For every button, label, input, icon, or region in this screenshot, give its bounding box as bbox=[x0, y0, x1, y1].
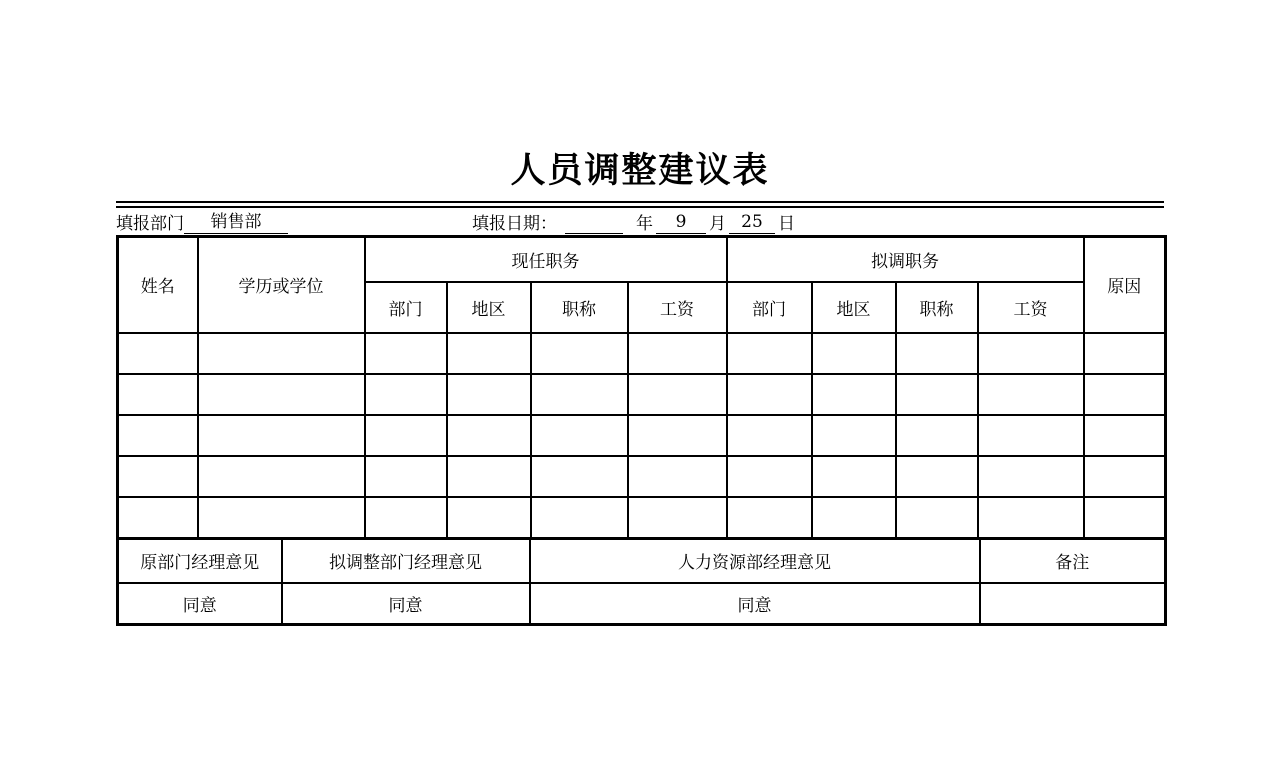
title-divider bbox=[116, 201, 1164, 208]
empty-cell[interactable] bbox=[118, 374, 198, 415]
empty-cell[interactable] bbox=[531, 374, 628, 415]
empty-cell[interactable] bbox=[531, 456, 628, 497]
page-title: 人员调整建议表 bbox=[510, 150, 770, 191]
empty-cell[interactable] bbox=[1084, 497, 1166, 538]
empty-cell[interactable] bbox=[1084, 415, 1166, 456]
footer-label-original-dept-manager: 原部门经理意见 bbox=[118, 540, 282, 583]
header-current-dept: 部门 bbox=[365, 282, 447, 333]
table-row bbox=[118, 415, 1166, 456]
footer-label-remarks: 备注 bbox=[980, 540, 1166, 583]
empty-cell[interactable] bbox=[628, 456, 727, 497]
footer-value-proposed-dept-manager[interactable]: 同意 bbox=[282, 583, 530, 625]
empty-cell[interactable] bbox=[447, 333, 531, 374]
empty-cell[interactable] bbox=[896, 497, 978, 538]
table-row bbox=[118, 374, 1166, 415]
empty-cell[interactable] bbox=[896, 374, 978, 415]
personnel-table bbox=[116, 235, 1167, 540]
dept-field bbox=[116, 209, 472, 234]
month-unit-label: 月 bbox=[709, 213, 726, 234]
year-value-field[interactable] bbox=[565, 233, 623, 234]
empty-cell[interactable] bbox=[531, 497, 628, 538]
empty-cell[interactable] bbox=[978, 333, 1084, 374]
empty-cell[interactable] bbox=[447, 497, 531, 538]
empty-cell[interactable] bbox=[531, 415, 628, 456]
dept-label: 填报部门 bbox=[116, 213, 184, 234]
footer-value-hr-manager[interactable]: 同意 bbox=[530, 583, 980, 625]
empty-cell[interactable] bbox=[198, 333, 365, 374]
empty-cell[interactable] bbox=[118, 415, 198, 456]
header-current-salary: 工资 bbox=[628, 282, 727, 333]
empty-cell[interactable] bbox=[118, 497, 198, 538]
empty-cell[interactable] bbox=[727, 497, 812, 538]
empty-cell[interactable] bbox=[447, 415, 531, 456]
header-proposed-position-group: 拟调职务 bbox=[727, 236, 1084, 282]
empty-cell[interactable] bbox=[1084, 333, 1166, 374]
header-education: 学历或学位 bbox=[198, 236, 365, 333]
empty-cell[interactable] bbox=[896, 456, 978, 497]
empty-cell[interactable] bbox=[1084, 374, 1166, 415]
empty-cell[interactable] bbox=[727, 456, 812, 497]
empty-cell[interactable] bbox=[628, 497, 727, 538]
empty-cell[interactable] bbox=[727, 374, 812, 415]
empty-cell[interactable] bbox=[896, 333, 978, 374]
approval-table bbox=[116, 540, 1167, 627]
footer-label-proposed-dept-manager: 拟调整部门经理意见 bbox=[282, 540, 530, 583]
footer-value-original-dept-manager[interactable]: 同意 bbox=[118, 583, 282, 625]
empty-cell[interactable] bbox=[978, 415, 1084, 456]
month-value-field[interactable]: 9 bbox=[656, 211, 706, 234]
footer-value-remarks[interactable] bbox=[980, 583, 1166, 625]
empty-cell[interactable] bbox=[812, 333, 896, 374]
empty-cell[interactable] bbox=[447, 374, 531, 415]
footer-label-hr-manager: 人力资源部经理意见 bbox=[530, 540, 980, 583]
header-current-title: 职称 bbox=[531, 282, 628, 333]
header-proposed-salary: 工资 bbox=[978, 282, 1084, 333]
empty-cell[interactable] bbox=[628, 374, 727, 415]
empty-cell[interactable] bbox=[365, 456, 447, 497]
empty-cell[interactable] bbox=[198, 497, 365, 538]
empty-cell[interactable] bbox=[896, 415, 978, 456]
form-page bbox=[116, 0, 1164, 626]
empty-cell[interactable] bbox=[628, 333, 727, 374]
empty-cell[interactable] bbox=[978, 456, 1084, 497]
header-proposed-region: 地区 bbox=[812, 282, 896, 333]
empty-cell[interactable] bbox=[727, 333, 812, 374]
day-unit-label: 日 bbox=[778, 213, 795, 234]
dept-value-field[interactable]: 销售部 bbox=[184, 211, 288, 234]
empty-cell[interactable] bbox=[198, 374, 365, 415]
empty-cell[interactable] bbox=[727, 415, 812, 456]
empty-cell[interactable] bbox=[531, 333, 628, 374]
table-row bbox=[118, 497, 1166, 538]
header-name: 姓名 bbox=[118, 236, 198, 333]
header-proposed-title: 职称 bbox=[896, 282, 978, 333]
empty-cell[interactable] bbox=[812, 415, 896, 456]
empty-cell[interactable] bbox=[118, 456, 198, 497]
date-field bbox=[472, 209, 798, 234]
empty-cell[interactable] bbox=[812, 456, 896, 497]
empty-cell[interactable] bbox=[978, 497, 1084, 538]
table-row bbox=[118, 456, 1166, 497]
table-row bbox=[118, 333, 1166, 374]
empty-cell[interactable] bbox=[118, 333, 198, 374]
empty-cell[interactable] bbox=[365, 415, 447, 456]
empty-cell[interactable] bbox=[365, 374, 447, 415]
empty-cell[interactable] bbox=[198, 415, 365, 456]
date-label: 填报日期： bbox=[472, 213, 557, 234]
empty-cell[interactable] bbox=[365, 497, 447, 538]
form-meta bbox=[116, 208, 1164, 235]
empty-cell[interactable] bbox=[628, 415, 727, 456]
empty-cell[interactable] bbox=[812, 497, 896, 538]
header-proposed-dept: 部门 bbox=[727, 282, 812, 333]
empty-cell[interactable] bbox=[812, 374, 896, 415]
empty-cell[interactable] bbox=[198, 456, 365, 497]
day-value-field[interactable]: 25 bbox=[729, 211, 775, 234]
empty-cell[interactable] bbox=[447, 456, 531, 497]
empty-cell[interactable] bbox=[365, 333, 447, 374]
header-current-position-group: 现任职务 bbox=[365, 236, 727, 282]
header-current-region: 地区 bbox=[447, 282, 531, 333]
empty-cell[interactable] bbox=[1084, 456, 1166, 497]
header-reason: 原因 bbox=[1084, 236, 1166, 333]
empty-cell[interactable] bbox=[978, 374, 1084, 415]
year-unit-label: 年 bbox=[636, 213, 653, 234]
